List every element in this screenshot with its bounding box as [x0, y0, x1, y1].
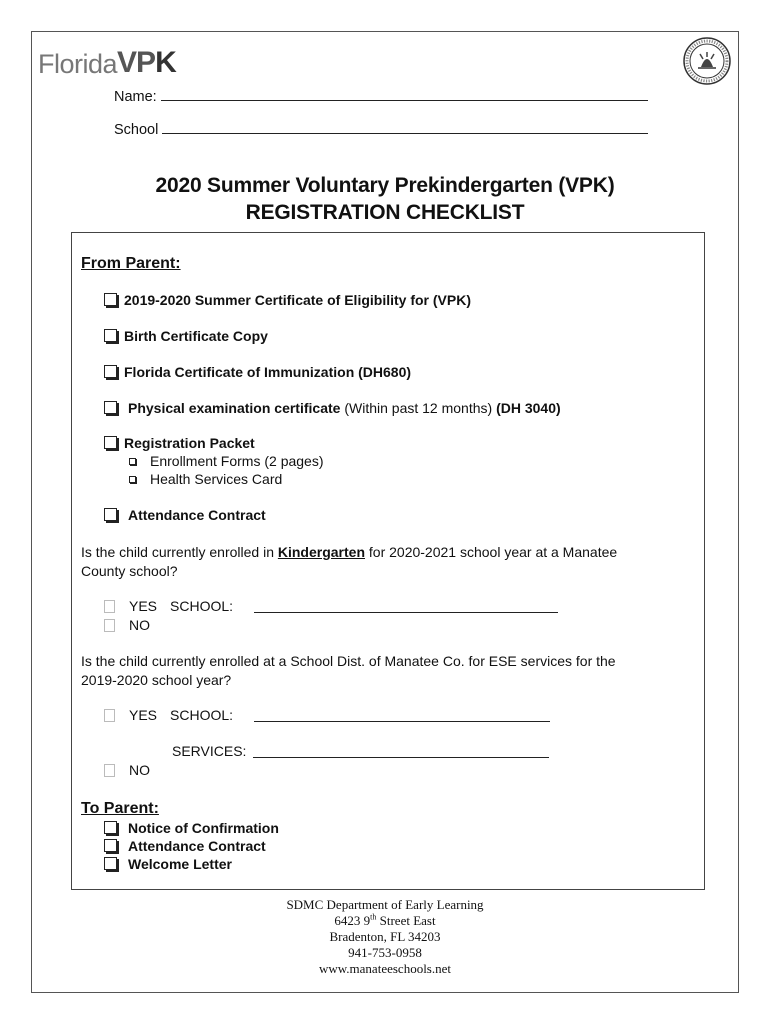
q2-services-field[interactable] [172, 743, 549, 759]
checkbox-icon[interactable] [104, 329, 117, 342]
from-parent-heading: From Parent: [81, 255, 181, 272]
checkbox-icon[interactable] [104, 436, 117, 449]
item-label: Birth Certificate Copy [124, 328, 268, 344]
footer-address [0, 913, 770, 929]
name-label: Name: [114, 89, 157, 105]
address-street: Street East [376, 913, 436, 928]
item-label: Attendance Contract [128, 507, 266, 523]
q2-no-option[interactable] [104, 762, 150, 778]
checklist-item[interactable] [104, 400, 561, 416]
kindergarten-question [81, 543, 681, 581]
sub-item-label: Health Services Card [150, 471, 283, 487]
q1-no-option[interactable] [104, 617, 150, 633]
question-text: County school? [81, 563, 178, 579]
question-text: 2019-2020 school year? [81, 672, 232, 688]
q2-yes-option[interactable] [104, 707, 550, 723]
page-subtitle: REGISTRATION CHECKLIST [245, 201, 525, 224]
checklist-item[interactable] [104, 820, 279, 836]
name-line[interactable] [161, 86, 648, 101]
name-field[interactable] [114, 86, 648, 105]
checkbox-icon[interactable] [104, 764, 115, 777]
yes-label: YES [129, 707, 158, 723]
school-label: SCHOOL: [170, 598, 234, 614]
footer-department: SDMC Department of Early Learning [286, 897, 484, 912]
checkbox-icon[interactable] [104, 839, 117, 852]
checkbox-icon[interactable] [104, 365, 117, 378]
item-label: Notice of Confirmation [128, 820, 279, 836]
checklist-item[interactable] [104, 292, 471, 308]
sub-checklist-item[interactable] [129, 471, 282, 487]
address-suffix: th [370, 912, 377, 922]
school-blank[interactable] [254, 599, 558, 613]
item-note: (Within past 12 months) [344, 400, 493, 416]
checklist-item[interactable] [104, 435, 255, 451]
school-district-seal-icon [683, 37, 731, 85]
no-label: NO [129, 617, 150, 633]
checklist-item[interactable] [104, 364, 411, 380]
item-code: (DH 3040) [496, 400, 561, 416]
florida-vpk-logo [38, 44, 176, 80]
checklist-item[interactable] [104, 838, 266, 854]
logo-vp-text: VP [117, 46, 156, 79]
school-field[interactable] [114, 119, 648, 138]
footer-city: Bradenton, FL 34203 [329, 929, 441, 944]
question-text: for 2020-2021 school year at a Manatee [365, 544, 618, 560]
services-label: SERVICES: [172, 743, 247, 759]
item-label: 2019-2020 Summer Certificate of Eligibility for (VPK) [124, 292, 471, 308]
checkbox-icon[interactable] [104, 508, 117, 521]
small-checkbox-icon[interactable] [129, 458, 136, 465]
question-text: Is the child currently enrolled at a School Dist. of Manatee Co. for ESE services for the [81, 653, 616, 669]
logo-k-text: K [155, 46, 176, 79]
yes-label: YES [129, 598, 158, 614]
to-parent-heading: To Parent: [81, 800, 159, 817]
checkbox-icon[interactable] [104, 401, 117, 414]
ese-question [81, 652, 701, 690]
logo-florida-text: Florida [38, 49, 118, 79]
q1-yes-option[interactable] [104, 598, 558, 614]
checkbox-icon[interactable] [104, 293, 117, 306]
item-label: Attendance Contract [128, 838, 266, 854]
school-line[interactable] [162, 119, 648, 134]
school-blank[interactable] [254, 708, 550, 722]
school-label: SCHOOL: [170, 707, 234, 723]
checkbox-icon[interactable] [104, 600, 115, 613]
services-blank[interactable] [253, 744, 549, 758]
sub-checklist-item[interactable] [129, 453, 324, 469]
footer-website[interactable]: www.manateeschools.net [318, 961, 451, 976]
question-emphasis: Kindergarten [277, 544, 365, 560]
item-label: Physical examination certificate [128, 400, 341, 416]
checklist-item[interactable] [104, 507, 266, 523]
checkbox-icon[interactable] [104, 857, 117, 870]
checkbox-icon[interactable] [104, 821, 117, 834]
checkbox-icon[interactable] [104, 619, 115, 632]
checkbox-icon[interactable] [104, 709, 115, 722]
no-label: NO [129, 762, 150, 778]
checklist-item[interactable] [104, 328, 268, 344]
sub-item-label: Enrollment Forms (2 pages) [150, 453, 324, 469]
item-label: Registration Packet [124, 435, 255, 451]
checklist-item[interactable] [104, 856, 232, 872]
item-label: Welcome Letter [128, 856, 232, 872]
school-label: School [114, 122, 159, 138]
small-checkbox-icon[interactable] [129, 476, 136, 483]
question-text: Is the child currently enrolled in [81, 544, 278, 560]
item-label: Florida Certificate of Immunization (DH680) [124, 364, 412, 380]
footer-phone: 941-753-0958 [348, 945, 422, 960]
page-title: 2020 Summer Voluntary Prekindergarten (VPK) [155, 174, 615, 197]
address-number: 6423 9 [334, 913, 371, 928]
